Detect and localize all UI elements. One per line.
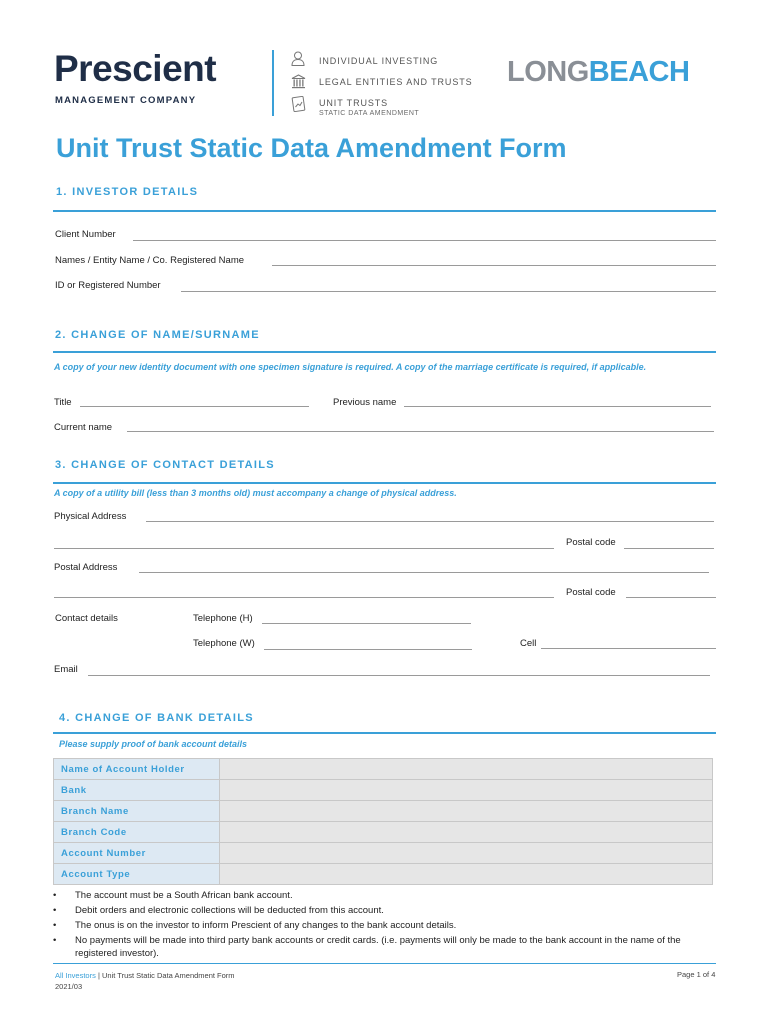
bullet-text: No payments will be made into third party bank accounts or credit cards. (i.e. payments will only be made to the bank account in the name of the registered investor). [75, 935, 681, 959]
footer-info [55, 970, 235, 992]
account-type-field[interactable] [220, 864, 713, 885]
physical-address-field-line2[interactable] [54, 548, 554, 549]
table-row [54, 843, 713, 864]
telephone-w-field[interactable] [264, 649, 472, 650]
telephone-h-field[interactable] [262, 623, 471, 624]
client-number-field[interactable] [133, 240, 716, 241]
section-rule [53, 482, 716, 484]
table-row [54, 822, 713, 843]
bullet-icon: • [53, 920, 57, 931]
postal-postal-code-field[interactable] [626, 597, 716, 598]
previous-name-field[interactable] [404, 406, 711, 407]
section-rule [53, 732, 716, 734]
bullet-text: Debit orders and electronic collections will be deducted from this account. [75, 905, 384, 916]
postal-code-label: Postal code [566, 537, 616, 548]
current-name-field[interactable] [127, 431, 714, 432]
postal-address-field[interactable] [139, 572, 709, 573]
section-change-name-note: A copy of your new identity document with one specimen signature is required. A copy of the marriage certificate is required, if applicable. [54, 362, 647, 372]
cell-label: Cell [520, 638, 537, 649]
bullet-text: The account must be a South African bank account. [75, 890, 293, 901]
email-field[interactable] [88, 675, 710, 676]
section-bank-details-note: Please supply proof of bank account details [59, 739, 248, 749]
section-contact-details-heading: 3. CHANGE OF CONTACT DETAILS [55, 459, 275, 471]
branch-name-field[interactable] [220, 801, 713, 822]
telephone-h-label: Telephone (H) [193, 613, 253, 624]
footer-version: 2021/03 [55, 982, 83, 991]
footer-category: All Investors [55, 971, 96, 980]
section-bank-details-heading: 4. CHANGE OF BANK DETAILS [59, 712, 254, 724]
table-row [54, 780, 713, 801]
table-row [54, 801, 713, 822]
account-number-label: Account Number [54, 843, 220, 864]
section-contact-details-note: A copy of a utility bill (less than 3 months old) must accompany a change of physical address. [54, 488, 457, 498]
header-divider [272, 50, 274, 116]
prescient-logo-subtitle: MANAGEMENT COMPANY [55, 95, 197, 106]
list-item [53, 934, 719, 960]
menu-unit-trusts: UNIT TRUSTS [319, 98, 389, 108]
person-icon [290, 50, 306, 66]
bank-notes-list [53, 889, 719, 962]
branch-name-label: Branch Name [54, 801, 220, 822]
title-label: Title [54, 397, 72, 408]
branch-code-label: Branch Code [54, 822, 220, 843]
id-number-field[interactable] [181, 291, 716, 292]
longbeach-logo-part2: BEACH [588, 56, 690, 88]
postal-address-field-line2[interactable] [54, 597, 554, 598]
postal-address-label: Postal Address [54, 562, 118, 573]
list-item [53, 904, 719, 917]
footer-rule [53, 963, 716, 964]
account-type-label: Account Type [54, 864, 220, 885]
telephone-w-label: Telephone (W) [193, 638, 255, 649]
table-row [54, 759, 713, 780]
longbeach-logo-part1: LONG [507, 56, 589, 88]
menu-individual-investing: INDIVIDUAL INVESTING [319, 56, 439, 66]
bank-details-table [53, 758, 713, 885]
client-number-label: Client Number [55, 229, 116, 240]
title-field[interactable] [80, 406, 309, 407]
bullet-icon: • [53, 890, 57, 901]
footer-doc-name: Unit Trust Static Data Amendment Form [102, 971, 235, 980]
name-label: Names / Entity Name / Co. Registered Name [55, 255, 245, 266]
section-rule [53, 351, 716, 353]
section-rule [53, 210, 716, 212]
email-label: Email [54, 664, 78, 675]
postal-code-label: Postal code [566, 587, 616, 598]
section-investor-details-heading: 1. INVESTOR DETAILS [56, 186, 199, 198]
bullet-text: The onus is on the investor to inform Prescient of any changes to the bank account details. [75, 920, 457, 931]
previous-name-label: Previous name [333, 397, 397, 408]
chart-document-icon [290, 96, 306, 112]
list-item [53, 889, 719, 902]
physical-address-field[interactable] [146, 521, 714, 522]
prescient-logo: Prescient [54, 48, 217, 89]
account-holder-label: Name of Account Holder [54, 759, 220, 780]
bullet-icon: • [53, 935, 57, 946]
bank-label: Bank [54, 780, 220, 801]
section-change-name-heading: 2. CHANGE OF NAME/SURNAME [55, 329, 260, 341]
contact-details-label: Contact details [55, 613, 118, 624]
current-name-label: Current name [54, 422, 113, 433]
bullet-icon: • [53, 905, 57, 916]
branch-code-field[interactable] [220, 822, 713, 843]
footer-separator: | [97, 971, 100, 980]
menu-legal-entities: LEGAL ENTITIES AND TRUSTS [319, 77, 473, 87]
building-icon [290, 73, 306, 89]
list-item [53, 919, 719, 932]
id-number-label: ID or Registered Number [55, 280, 161, 291]
menu-static-data-amendment: STATIC DATA AMENDMENT [319, 110, 420, 117]
page-number: Page 1 of 4 [677, 970, 716, 979]
account-number-field[interactable] [220, 843, 713, 864]
name-field[interactable] [272, 265, 716, 266]
bank-field[interactable] [220, 780, 713, 801]
physical-postal-code-field[interactable] [624, 548, 714, 549]
cell-field[interactable] [541, 648, 716, 649]
physical-address-label: Physical Address [54, 511, 127, 522]
account-holder-field[interactable] [220, 759, 713, 780]
form-title: Unit Trust Static Data Amendment Form [56, 133, 567, 163]
longbeach-logo [507, 58, 689, 87]
table-row [54, 864, 713, 885]
